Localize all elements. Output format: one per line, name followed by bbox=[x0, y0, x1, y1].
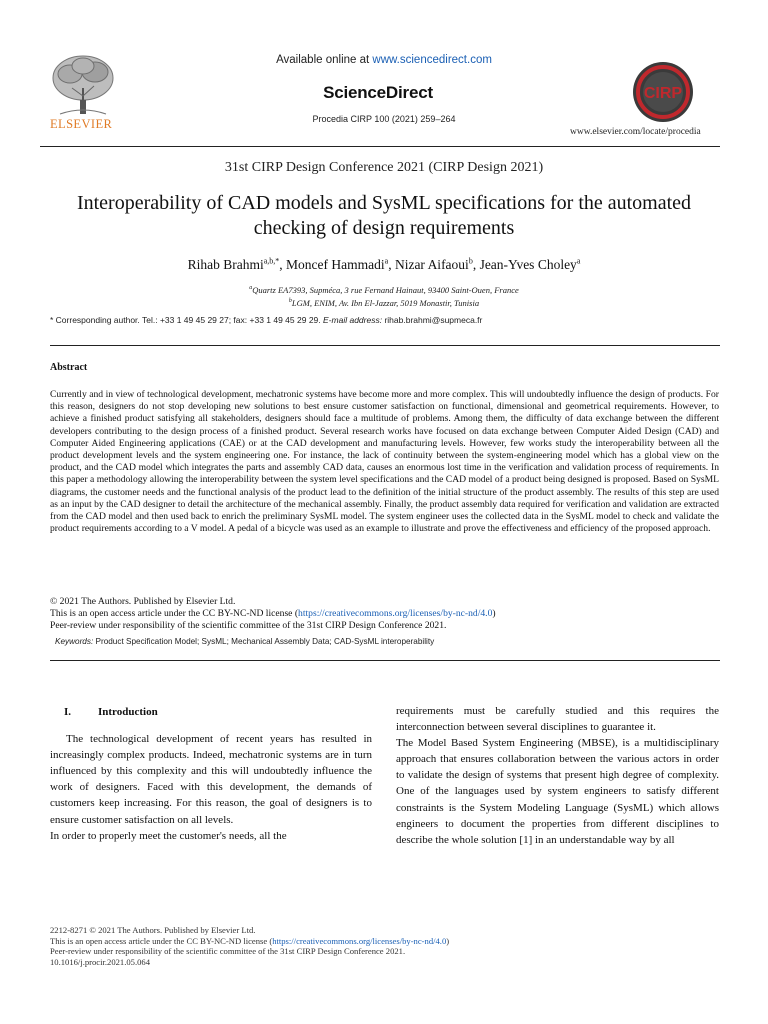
peer-review-line: Peer-review under responsibility of the scientific committee of the 31st CIRP Design Conference 2021. bbox=[50, 620, 447, 632]
cirp-logo-text: CIRP bbox=[643, 85, 683, 102]
journal-reference: Procedia CIRP 100 (2021) 259–264 bbox=[312, 114, 456, 124]
abstract-license-block bbox=[50, 596, 719, 633]
keywords-list: Product Specification Model; SysML; Mechanical Assembly Data; CAD-SysML interoperability bbox=[93, 637, 435, 646]
affiliation-b: $^b$LGM, ENIM, Av. Ibn El-Jazzar, 5019 Monastir, Tunisia bbox=[288, 297, 480, 308]
abstract-heading: Abstract bbox=[50, 362, 88, 373]
footer-license: This is an open access article under the CC BY-NC-ND license (https://creativecommons.org/licenses/by-nc-nd/4.0) bbox=[50, 935, 450, 946]
left-column bbox=[50, 704, 372, 844]
keywords-label: Keywords: bbox=[55, 637, 94, 646]
conference-name: 31st CIRP Design Conference 2021 (CIRP Design 2021) bbox=[224, 160, 544, 175]
footer-license-link[interactable]: https://creativecommons.org/licenses/by-nc-nd/4.0 bbox=[272, 935, 447, 946]
author: Rihab Brahmi$^{a,b,*}$, bbox=[187, 256, 287, 272]
affiliation-a: $^a$Quartz EA7393, Supméca, 3 rue Fernand Hainaut, 93400 Saint-Ouen, France bbox=[249, 284, 519, 295]
section-title: Introduction bbox=[98, 706, 158, 718]
paper-title: Interoperability of CAD models and SysML specifications for the automated checking of design requirements bbox=[76, 192, 692, 239]
keywords bbox=[55, 637, 434, 646]
sciencedirect-brand: ScienceDirect bbox=[323, 83, 433, 102]
publisher-wordmark: ELSEVIER bbox=[50, 117, 113, 131]
journal-url[interactable]: www.elsevier.com/locate/procedia bbox=[570, 127, 701, 137]
section-heading bbox=[50, 704, 372, 720]
copyright-line: © 2021 The Authors. Published by Elsevier Ltd. bbox=[50, 596, 236, 607]
author: Nizar Aifaoui$^b$, bbox=[394, 256, 480, 272]
header-divider bbox=[40, 146, 720, 147]
footer-doi[interactable]: 10.1016/j.procir.2021.05.064 bbox=[50, 956, 151, 967]
author: Moncef Hammadi$^a$, bbox=[286, 256, 395, 272]
affiliations bbox=[0, 283, 768, 309]
availability-prefix: Available online at bbox=[276, 54, 373, 66]
right-column bbox=[396, 703, 719, 848]
footer-peer-review: Peer-review under responsibility of the scientific committee of the 31st CIRP Design Conference 2021. bbox=[50, 946, 406, 956]
license-line: This is an open access article under the CC BY-NC-ND license (https://creativecommons.org/licenses/by-nc-nd/4.0) bbox=[50, 608, 496, 620]
paragraph: The Model Based System Engineering (MBSE), is a multidisciplinary approach that ensures collaboration between the various actors in order to validate the design of systems that present high degree of complexity. One of the languages used by system engineers to satisfy different constraints is the System Modeling Language (SysML) which allows engineers to document the properties from different disciplines to describe the whole solution [1] in an understandable way by all bbox=[396, 737, 719, 846]
cirp-logo bbox=[632, 61, 694, 123]
corresponding-author: * Corresponding author. Tel.: +33 1 49 45 29 27; fax: +33 1 49 45 29 29. E-mail address: rihab.brahmi@supmeca.fr bbox=[50, 315, 483, 325]
paragraph: In order to properly meet the customer's needs, all the bbox=[50, 829, 287, 842]
abstract-top-divider bbox=[50, 345, 720, 346]
author-list bbox=[0, 256, 768, 273]
sciencedirect-link[interactable]: www.sciencedirect.com bbox=[372, 54, 492, 66]
paragraph: The technological development of recent years has resulted in increasingly complex products. Indeed, mechatronic systems are in turn influenced by this complexity and this will undoubtedly influence the work of designers. Faced with this development, the demands of customers keep increasing. For this reason, the goal of designers is to ensure customer satisfaction on all levels. bbox=[50, 733, 372, 826]
license-link[interactable]: https://creativecommons.org/licenses/by-nc-nd/4.0 bbox=[298, 608, 493, 620]
abstract-bottom-divider bbox=[50, 660, 720, 661]
abstract-text: Currently and in view of technological development, mechatronic systems have become more and more complex. This will undoubtedly influence the design of products. For this reason, designers do not stop developing new solutions to best ensure customer satisfaction on functional, dimensional and geometrical requirements. However, to achieve a finished product satisfying all stakeholders, designers should face a multitude of problems. Among them, the difficulty of data exchange between the different developers contributing to the design process of a finished product. Several research works have focused on data exchange between Computer Aided Design (CAD) and Computer Aided Engineering applications (CAE) or at the CAD development and manufacturing levels. However, few works study the interoperability between all the product development levels and the system engineering one. For instance, the lack of continuity between the system-engineering model which has a global view on the product, and the CAD model which integrates the parts and assembly CAD data, causes an enormous lost time in the verification and validation process of requirements. In this paper a methodology allowing the interoperability between the system level specifications and the CAD model of a product being designed is proposed. Based on SysML diagrams, the customer needs and the functional analysis of the product lead to the definition of the initial structure of the product assembly. The results of this step are used as an input by the CAD designer to detail the architecture of the mechanical assembly. Finally, the product assembly data required for verification and validation are extracted from the CAD model and then used back to enrich the preliminary SysML model. The system engineer uses the collected data in the SysML model to check and validate the product requirements according to a V model. A pedal of a bicycle was used as an example to illustrate and prove the effectiveness and efficiency of the proposed approach. bbox=[50, 389, 719, 535]
footer bbox=[50, 925, 719, 967]
email-label: E-mail address: bbox=[323, 315, 383, 325]
section-number: I. bbox=[64, 706, 72, 718]
author: Jean-Yves Choley$^a$ bbox=[479, 256, 581, 272]
paragraph: requirements must be carefully studied and this requires the interconnection between several disciplines to guarantee it. bbox=[396, 705, 719, 734]
footer-issn: 2212-8271 © 2021 The Authors. Published by Elsevier Ltd. bbox=[50, 925, 256, 935]
email-address[interactable]: rihab.brahmi@supmeca.fr bbox=[384, 315, 483, 325]
